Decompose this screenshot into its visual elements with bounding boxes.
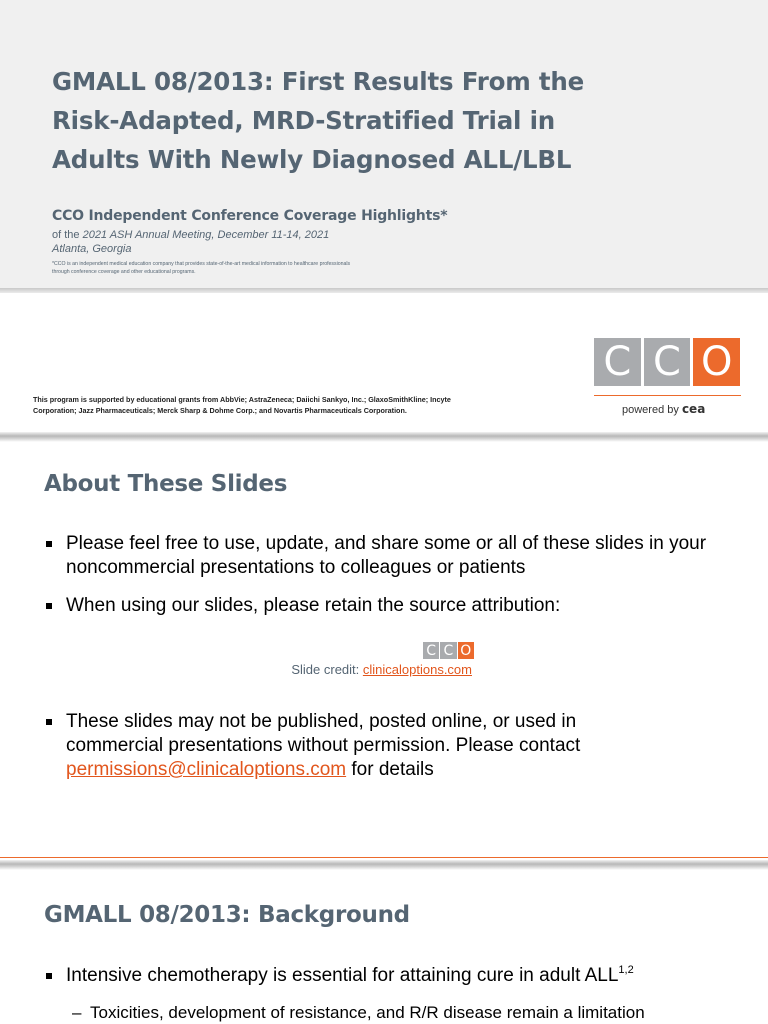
background-slide bbox=[0, 872, 768, 1024]
title-slide bbox=[0, 0, 768, 432]
powered-by-prefix: powered by bbox=[622, 404, 679, 416]
title-line: GMALL 08/2013: First Results From the bbox=[52, 67, 585, 96]
bullet-list bbox=[45, 710, 645, 782]
cea-brand: cea bbox=[681, 402, 706, 416]
bullet-text: These slides may not be published, posted online, or used in commercial presentations without permission. Please contact bbox=[66, 711, 581, 756]
slide-title bbox=[52, 62, 712, 179]
meeting-line bbox=[52, 229, 329, 241]
logo-letter: C bbox=[423, 642, 439, 659]
coverage-heading: CCO Independent Conference Coverage Highlights* bbox=[52, 208, 448, 224]
meeting-name: 2021 ASH Annual Meeting, December 11-14, 2021 bbox=[82, 229, 330, 241]
grant-support-statement: This program is supported by educational grants from AbbVie; AstraZeneca; Daiichi Sankyo, Inc.; GlaxoSmithKline; Incyte Corporation; Jazz Pharmaceuticals; Merck Sharp & Dohme Corp.; and Novartis Pharmaceuticals Corporation. bbox=[33, 395, 451, 415]
title-band-shadow bbox=[0, 288, 768, 293]
title-line: Risk-Adapted, MRD-Stratified Trial in bbox=[52, 106, 556, 135]
bullet-list bbox=[45, 964, 745, 988]
bullet-item bbox=[45, 964, 745, 988]
bullet-item bbox=[45, 710, 645, 782]
meeting-prefix: of the bbox=[52, 229, 83, 241]
logo-letter: C bbox=[644, 338, 691, 386]
about-slides-slide bbox=[0, 443, 768, 858]
logo-letter: C bbox=[440, 642, 456, 659]
slide-bottom-rule bbox=[0, 857, 768, 858]
bullet-item: When using our slides, please retain the source attribution: bbox=[45, 594, 735, 618]
reference-superscript: 1,2 bbox=[618, 964, 634, 976]
permissions-email-link[interactable]: permissions@clinicaloptions.com bbox=[66, 759, 347, 780]
sub-bullet-list bbox=[72, 1002, 645, 1024]
cco-footnote: *CCO is an independent medical education company that provides state-of-the-art medical information to healthcare professionals through conference coverage and other educational programs. bbox=[52, 261, 351, 275]
slide-credit-label: Slide credit: bbox=[291, 662, 363, 677]
cco-logo bbox=[594, 338, 740, 386]
title-line: Adults With Newly Diagnosed ALL/LBL bbox=[52, 145, 572, 174]
clinicaloptions-link[interactable]: clinicaloptions.com bbox=[362, 662, 472, 677]
slide-credit bbox=[0, 662, 742, 677]
cco-small-logo bbox=[423, 642, 474, 659]
slide-separator bbox=[0, 432, 768, 442]
slide-heading: GMALL 08/2013: Background bbox=[44, 902, 410, 928]
logo-letter: O bbox=[693, 338, 740, 386]
powered-by bbox=[622, 402, 705, 416]
logo-letter: C bbox=[594, 338, 641, 386]
logo-divider bbox=[594, 395, 741, 396]
sub-bullet-item: – Toxicities, development of resistance, and R/R disease remain a limitation bbox=[72, 1002, 645, 1024]
meeting-location: Atlanta, Georgia bbox=[52, 243, 132, 255]
bullet-text: for details bbox=[346, 759, 434, 780]
bullet-list bbox=[45, 532, 735, 618]
slide-separator bbox=[0, 860, 768, 870]
bullet-item: Please feel free to use, update, and share some or all of these slides in your noncommercial presentations to colleagues or patients bbox=[45, 532, 735, 580]
slide-heading: About These Slides bbox=[44, 471, 288, 497]
bullet-text: Intensive chemotherapy is essential for attaining cure in adult ALL bbox=[66, 965, 619, 986]
logo-letter: O bbox=[458, 642, 474, 659]
